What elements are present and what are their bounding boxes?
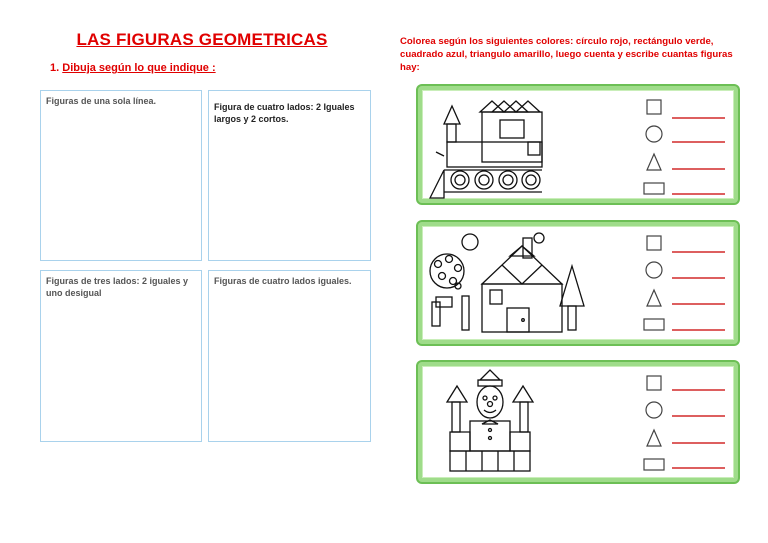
- house-roof: [482, 246, 562, 284]
- sun-circle: [462, 234, 478, 250]
- drawing-box-isosceles[interactable]: [40, 270, 202, 442]
- train-wheel: [451, 171, 469, 189]
- answer-lines: [672, 390, 725, 468]
- circle-icon: [646, 402, 662, 418]
- triangle-icon: [647, 154, 661, 170]
- rectangle-icon: [644, 459, 664, 470]
- square-icon: [647, 100, 661, 114]
- instruction-number: 1.: [50, 62, 60, 74]
- pine-tree: [560, 266, 584, 306]
- square-icon: [647, 236, 661, 250]
- house-door: [507, 308, 529, 332]
- clown-right-hand: [513, 386, 533, 402]
- circle-icon: [646, 262, 662, 278]
- drawing-box-label: Figuras de cuatro lados iguales.: [214, 276, 352, 286]
- circle-icon: [646, 126, 662, 142]
- panel-train: [418, 86, 738, 203]
- drawing-box-square[interactable]: [208, 270, 371, 442]
- house-window: [490, 290, 502, 304]
- shape-legend: [644, 376, 664, 470]
- panel-clown: [418, 362, 738, 482]
- fence-post: [462, 296, 469, 330]
- clown-hat-top: [480, 370, 500, 380]
- triangle-icon: [647, 430, 661, 446]
- drawing-box-label: Figura de cuatro lados: 2 Iguales largos y 2 cortos.: [214, 102, 355, 125]
- clown-left-hand: [447, 386, 467, 402]
- page-title: LAS FIGURAS GEOMETRICAS: [76, 30, 328, 49]
- drawing-box-label: Figuras de una sola línea.: [46, 96, 157, 106]
- clown-hat: [478, 380, 502, 386]
- shape-legend: [644, 236, 664, 330]
- instruction-text: Dibuja según lo que indique :: [62, 62, 216, 74]
- panel-house: [418, 222, 738, 344]
- drawing-box-rectangle[interactable]: [208, 90, 371, 261]
- answer-lines: [672, 118, 725, 194]
- drawing-box-label: Figuras de tres lados: 2 iguales y uno desigual: [46, 276, 189, 299]
- train-window: [500, 120, 524, 138]
- clown-nose: [488, 402, 493, 407]
- triangle-icon: [647, 290, 661, 306]
- drawing-box-one-line[interactable]: [40, 90, 202, 261]
- answer-lines: [672, 252, 725, 330]
- rectangle-icon: [644, 319, 664, 330]
- rectangle-icon: [644, 183, 664, 194]
- train-chimney-triangle: [444, 106, 460, 124]
- shape-legend: [644, 100, 664, 194]
- train-chimney: [447, 124, 456, 142]
- clown-base: [450, 451, 530, 471]
- instruction-1: [50, 62, 216, 74]
- square-icon: [647, 376, 661, 390]
- train-drawing: [422, 90, 734, 199]
- train-cowcatcher: [430, 152, 444, 198]
- clown-drawing: [422, 366, 734, 478]
- coloring-instructions: Colorea según los siguientes colores: círculo rojo, rectángulo verde, cuadrado azul, triangulo amarillo, luego cuenta y escribe cuantas figuras hay:: [400, 36, 733, 74]
- house-drawing: [422, 226, 734, 340]
